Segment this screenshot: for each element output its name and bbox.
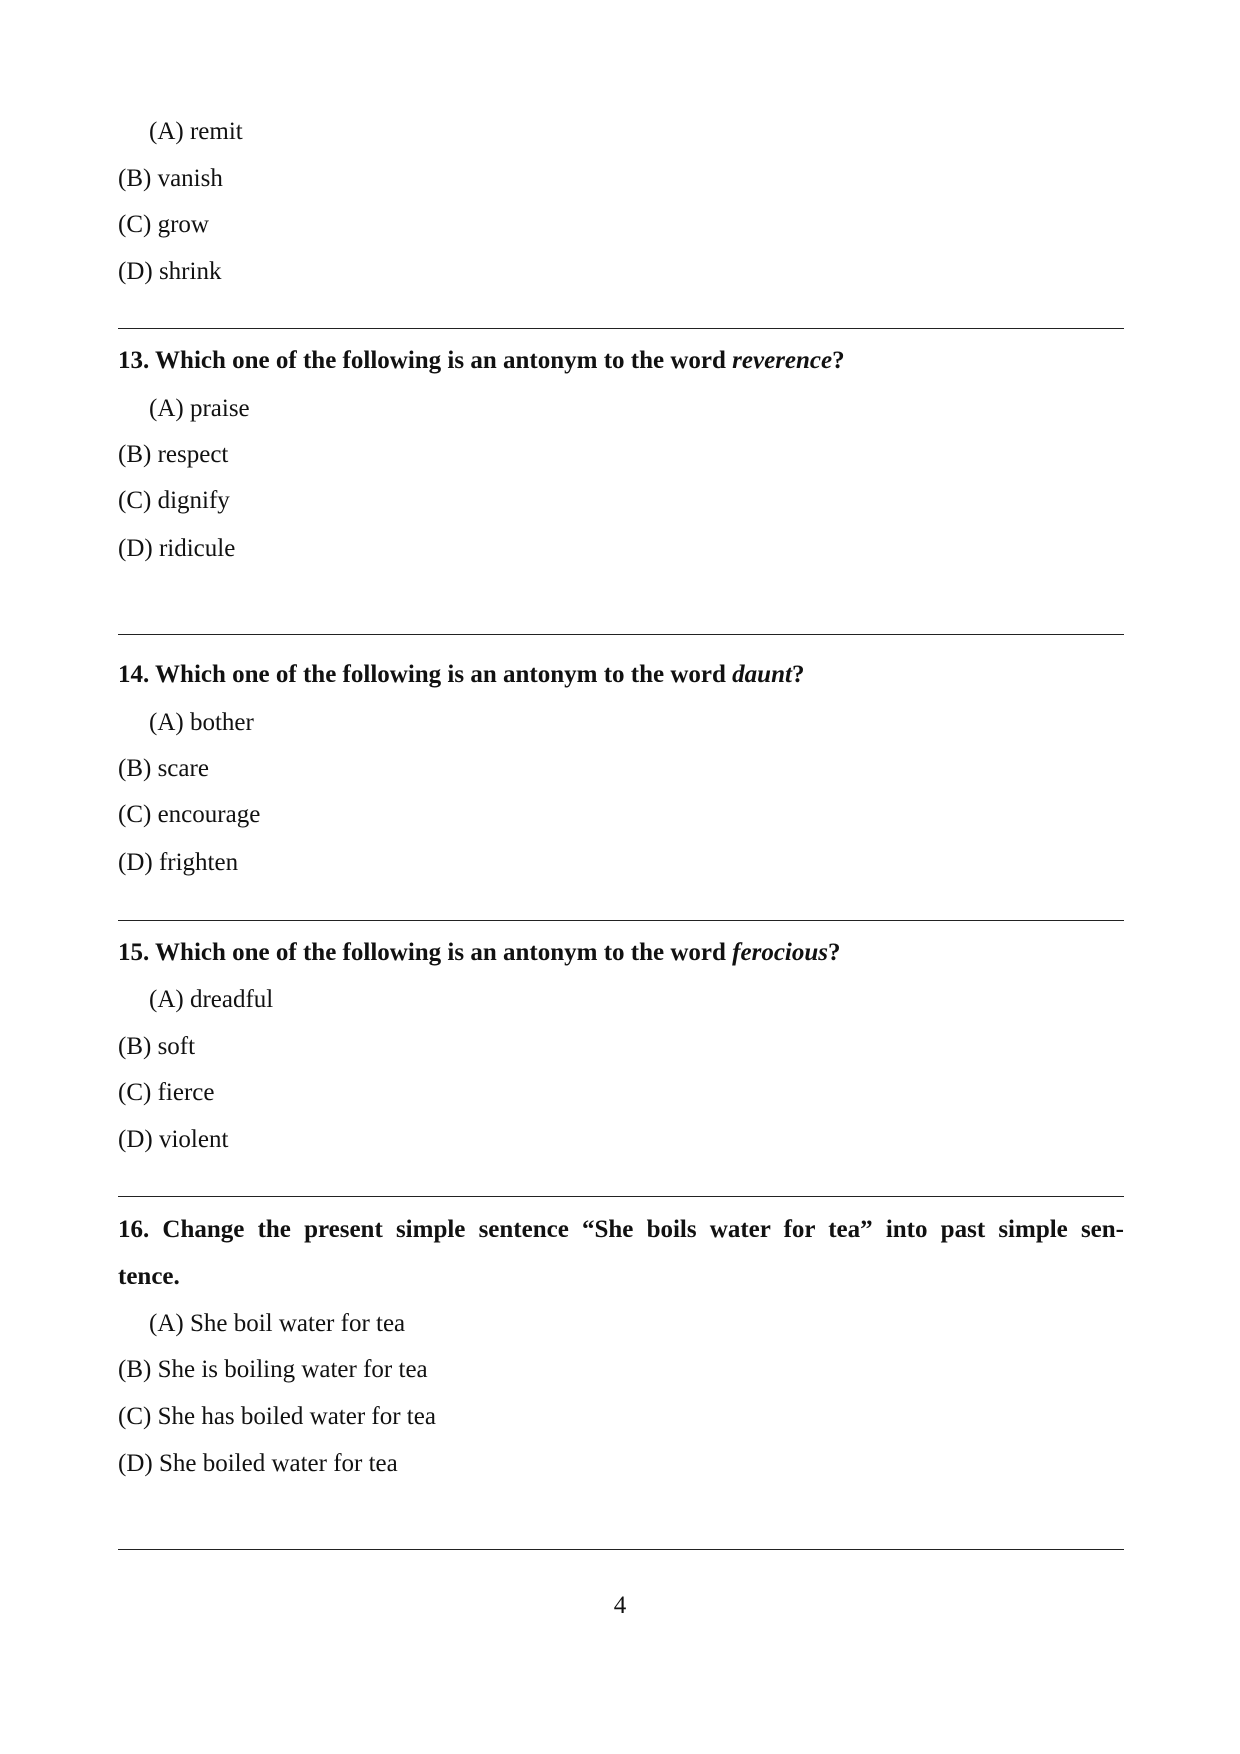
separator-rule (118, 328, 1124, 329)
q12-option-c: (C) grow (118, 211, 209, 238)
q12-option-d: (D) shrink (118, 258, 222, 285)
q13-option-a: (A) praise (149, 395, 250, 422)
q14-question: 14. Which one of the following is an antonym to the word daunt? (118, 661, 805, 688)
q12-option-b: (B) vanish (118, 165, 223, 192)
separator-rule (118, 1196, 1124, 1197)
q15-target-word: ferocious (732, 939, 828, 966)
q16-question-line-1: 16. Change the present simple sentence “She boils water for tea” into past simple sen- (118, 1216, 1124, 1243)
separator-rule (118, 634, 1124, 635)
q12-option-a: (A) remit (149, 118, 243, 145)
q13-option-c: (C) dignify (118, 487, 230, 514)
separator-rule (118, 1549, 1124, 1550)
separator-rule (118, 920, 1124, 921)
q15-option-a: (A) dreadful (149, 986, 274, 1013)
q15-option-b: (B) soft (118, 1033, 196, 1060)
q14-target-word: daunt (732, 661, 792, 688)
q16-option-d: (D) She boiled water for tea (118, 1450, 398, 1477)
q13-target-word: reverence (732, 347, 833, 374)
q16-option-b: (B) She is boiling water for tea (118, 1356, 428, 1383)
q14-option-a: (A) bother (149, 709, 254, 736)
q13-option-d: (D) ridicule (118, 535, 236, 562)
q14-option-b: (B) scare (118, 755, 209, 782)
q16-option-a: (A) She boil water for tea (149, 1310, 406, 1337)
q16-question-line-2: tence. (118, 1263, 180, 1290)
q14-option-d: (D) frighten (118, 849, 239, 876)
q13-option-b: (B) respect (118, 441, 229, 468)
q15-option-c: (C) fierce (118, 1079, 215, 1106)
q13-question: 13. Which one of the following is an antonym to the word reverence? (118, 347, 845, 374)
q14-option-c: (C) encourage (118, 801, 261, 828)
q16-option-c: (C) She has boiled water for tea (118, 1403, 436, 1430)
page-number: 4 (613, 1592, 627, 1619)
q15-question: 15. Which one of the following is an antonym to the word ferocious? (118, 939, 841, 966)
q15-option-d: (D) violent (118, 1126, 229, 1153)
